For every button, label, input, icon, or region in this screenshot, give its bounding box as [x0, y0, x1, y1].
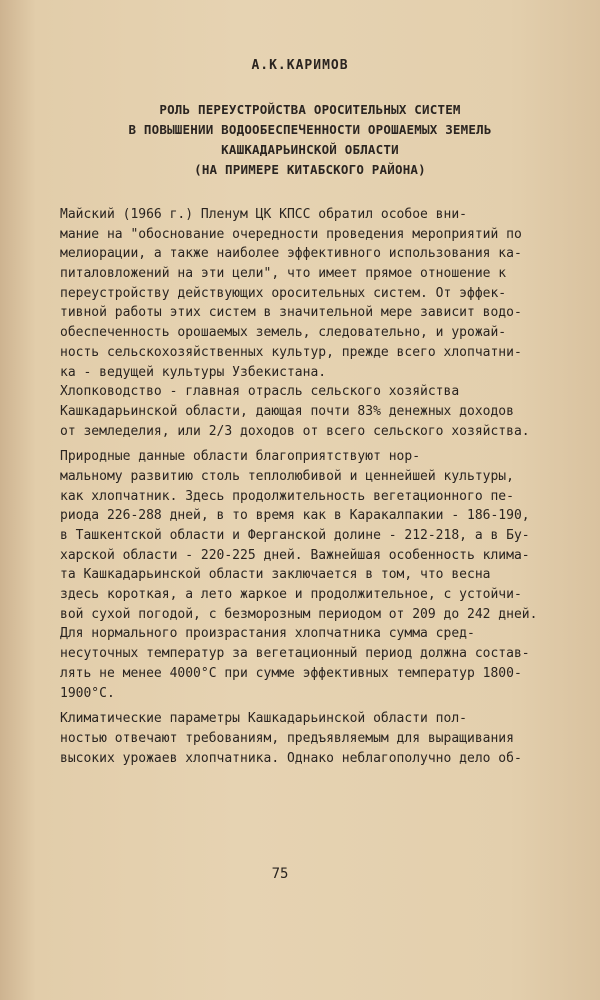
text-line: мание на "обоснование очередности проведения мероприятий по [60, 226, 522, 242]
text-line: здесь короткая, а лето жаркое и продолжительное, с устойчи- [60, 587, 522, 603]
text-line: тивной работы этих систем в значительной мере зависит водо- [60, 305, 522, 321]
text-line: несуточных температур за вегетационный период должна состав- [60, 646, 530, 662]
paragraph-1 [60, 205, 550, 382]
text-line: обеспеченность орошаемых земель, следовательно, и урожай- [60, 325, 507, 341]
text-line: Кашкадарьинской области, дающая почти 83% денежных доходов [60, 403, 514, 419]
text-line: как хлопчатник. Здесь продолжительность вегетационного пе- [60, 488, 514, 504]
text-line: питаловложений на эти цели", что имеет прямое отношение к [60, 266, 507, 282]
text-line: Хлопководство - главная отрасль сельского хозяйства [60, 384, 460, 400]
text-line: Природные данные области благоприятствуют нор- [60, 449, 421, 465]
text-line: ностью отвечают требованиям, предъявляемым для выращивания [60, 730, 514, 746]
paragraph-4 [60, 624, 550, 703]
text-line: в Ташкентской области и Ферганской долине - 212-218, а в Бу- [60, 528, 530, 543]
paragraph-5 [60, 709, 550, 768]
title-line-2: В ПОВЫШЕНИИ ВОДООБЕСПЕЧЕННОСТИ ОРОШАЕМЫХ ЗЕМЕЛЬ [128, 122, 492, 137]
text-line: мальному развитию столь теплолюбивой и ценнейшей культуры, [60, 468, 514, 484]
text-line: риода 226-288 дней, в то время как в Каракалпакии - 186-190, [60, 508, 530, 524]
text-line: от земледелия, или 2/3 доходов от всего сельского хозяйства. [60, 423, 530, 439]
title-line-1: РОЛЬ ПЕРЕУСТРОЙСТВА ОРОСИТЕЛЬНЫХ СИСТЕМ [159, 102, 461, 117]
text-line: та Кашкадарьинской области заключается в том, что весна [60, 567, 491, 583]
text-line: 1900°С. [60, 685, 115, 701]
author-name: А.К.КАРИМОВ [251, 58, 349, 73]
article-body [60, 205, 550, 768]
text-line: харской области - 220-225 дней. Важнейшая особенность клима- [60, 547, 530, 563]
text-line: мелиорации, а также наиболее эффективного использования ка- [60, 246, 522, 262]
text-line: ка - ведущей культуры Узбекистана. [60, 364, 327, 380]
paragraph-3 [60, 447, 550, 624]
text-line: Майский (1966 г.) Пленум ЦК КПСС обратил особое вни- [60, 207, 467, 222]
text-line: высоких урожаев хлопчатника. Однако неблагополучно дело об- [60, 750, 522, 766]
title-line-4: (НА ПРИМЕРЕ КИТАБСКОГО РАЙОНА) [194, 162, 426, 177]
article-title [60, 100, 560, 180]
text-line: переустройству действующих оросительных систем. От эффек- [60, 285, 507, 301]
page-number: 75 [271, 866, 289, 882]
title-line-3: КАШКАДАРЬИНСКОЙ ОБЛАСТИ [221, 142, 399, 157]
text-line: ность сельскохозяйственных культур, прежде всего хлопчатни- [60, 344, 522, 360]
text-line: лять не менее 4000°С при сумме эффективных температур 1800- [60, 665, 522, 681]
paragraph-2 [60, 382, 550, 441]
text-line: Для нормального произрастания хлопчатника сумма сред- [60, 626, 475, 642]
text-line: Климатические параметры Кашкадарьинской области пол- [60, 711, 467, 727]
text-line: вой сухой погодой, с безморозным периодом от 209 до 242 дней. [60, 606, 538, 622]
